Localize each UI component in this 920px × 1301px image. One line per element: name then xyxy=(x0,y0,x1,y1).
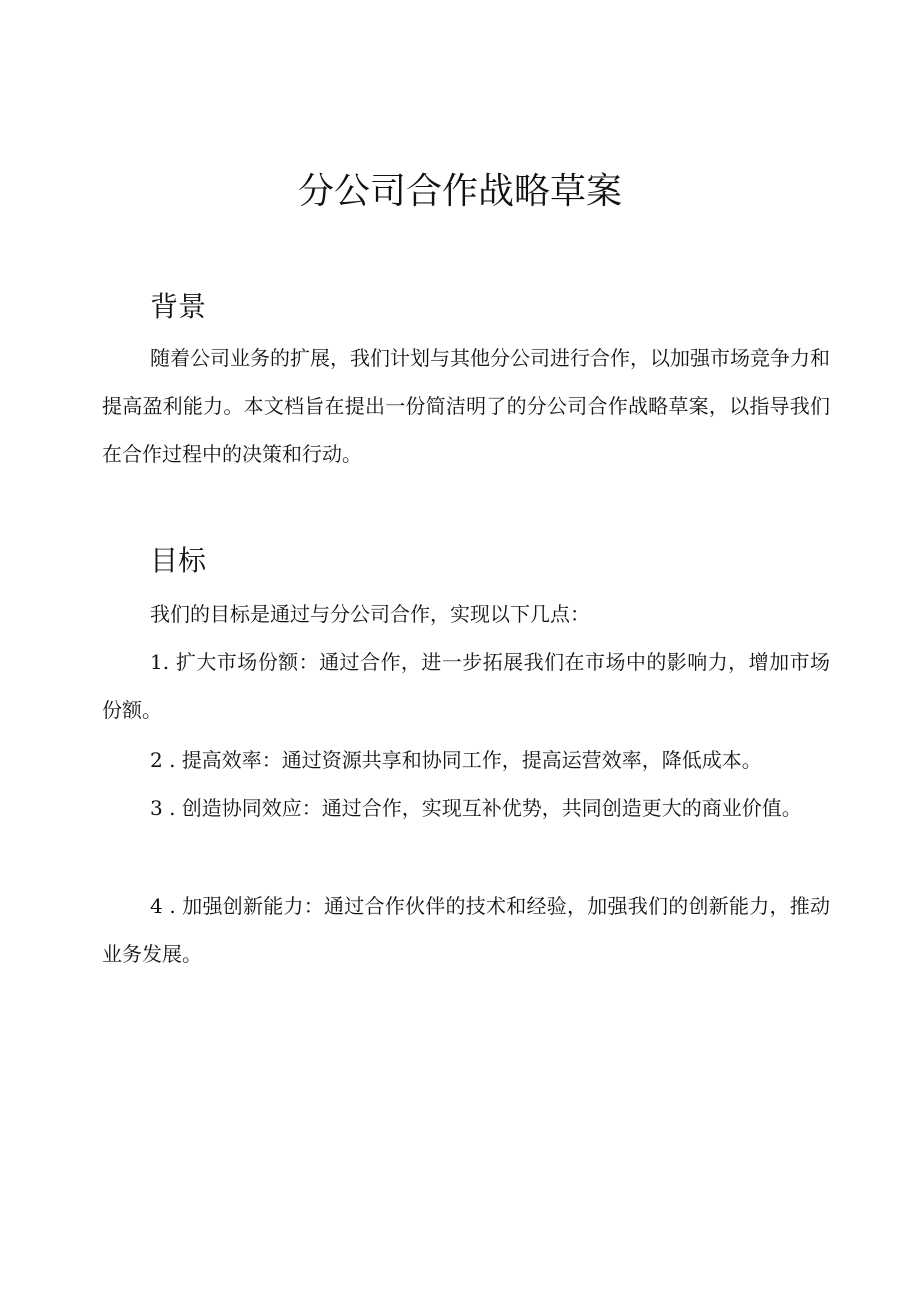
goal-item-3: 3 . 创造协同效应：通过合作，实现互补优势，共同创造更大的商业价值。 xyxy=(150,796,802,820)
section-heading-goals: 目标 xyxy=(150,544,207,577)
goal-item-2: 2 . 提高效率：通过资源共享和协同工作，提高运营效率，降低成本。 xyxy=(150,748,762,772)
goals-intro: 我们的目标是通过与分公司合作，实现以下几点： xyxy=(150,602,590,626)
goal-item-4: 4 . 加强创新能力：通过合作伙伴的技术和经验，加强我们的创新能力，推动业务发展。 xyxy=(102,894,830,966)
background-paragraph: 随着公司业务的扩展，我们计划与其他分公司进行合作，以加强市场竞争力和提高盈利能力。本文档旨在提出一份简洁明了的分公司合作战略草案，以指导我们在合作过程中的决策和行动。 xyxy=(102,346,830,466)
goal-item-1: 1. 扩大市场份额：通过合作，进一步拓展我们在市场中的影响力，增加市场份额。 xyxy=(102,650,830,722)
section-heading-background: 背景 xyxy=(150,290,207,323)
document-title: 分公司合作战略草案 xyxy=(297,171,622,212)
